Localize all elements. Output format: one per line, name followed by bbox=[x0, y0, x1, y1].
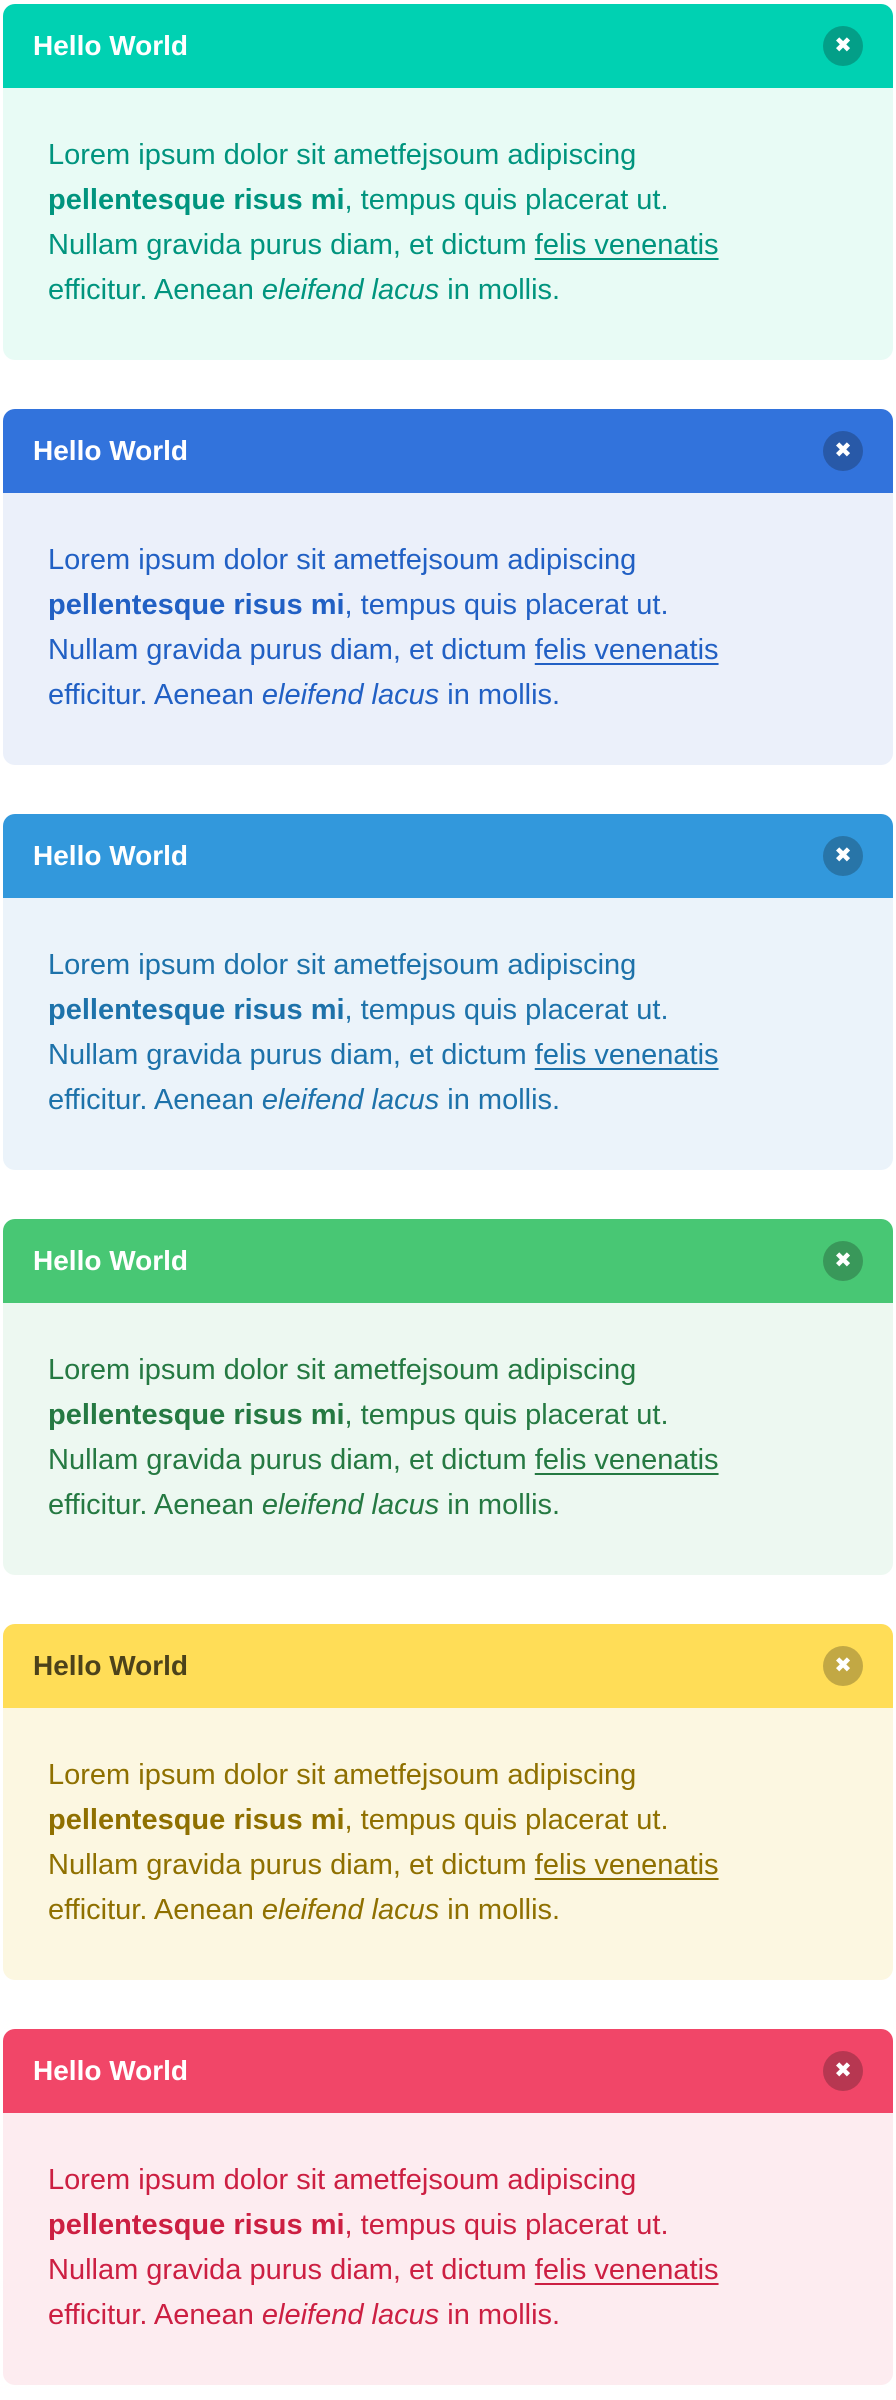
bold-text: pellentesque risus mi bbox=[48, 994, 345, 1026]
inline-link[interactable]: felis venenatis bbox=[534, 1039, 719, 1071]
italic-text: eleifend lacus bbox=[261, 2299, 440, 2331]
body-text: in mollis. bbox=[439, 1894, 561, 1926]
close-icon: ✖ bbox=[834, 842, 852, 867]
paragraph-line bbox=[48, 178, 848, 223]
body-paragraph bbox=[48, 133, 848, 313]
inline-link[interactable]: felis venenatis bbox=[534, 1444, 719, 1476]
message-header bbox=[3, 2029, 893, 2113]
body-text: , tempus quis placerat ut. bbox=[344, 184, 669, 216]
paragraph-line bbox=[48, 1888, 848, 1933]
close-icon: ✖ bbox=[834, 1652, 852, 1677]
paragraph-line bbox=[48, 1483, 848, 1528]
inline-link[interactable]: felis venenatis bbox=[534, 1849, 719, 1881]
inline-link[interactable]: felis venenatis bbox=[534, 2254, 719, 2286]
paragraph-line bbox=[48, 583, 848, 628]
body-text: in mollis. bbox=[439, 1489, 561, 1521]
message-card bbox=[3, 814, 893, 1170]
body-text: in mollis. bbox=[439, 274, 561, 306]
message-body bbox=[3, 88, 893, 360]
close-icon: ✖ bbox=[834, 32, 852, 57]
message-title: Hello World bbox=[33, 1245, 189, 1276]
body-text: efficitur. Aenean bbox=[48, 1084, 262, 1116]
body-text: , tempus quis placerat ut. bbox=[344, 1804, 669, 1836]
paragraph-line bbox=[48, 268, 848, 313]
body-text: efficitur. Aenean bbox=[48, 274, 262, 306]
message-body bbox=[3, 898, 893, 1170]
paragraph-line bbox=[48, 1438, 848, 1483]
close-icon: ✖ bbox=[834, 1247, 852, 1272]
paragraph-line bbox=[48, 1033, 848, 1078]
body-text: in mollis. bbox=[439, 1084, 561, 1116]
bold-text: pellentesque risus mi bbox=[48, 184, 345, 216]
close-icon: ✖ bbox=[834, 437, 852, 462]
close-button[interactable] bbox=[823, 1646, 863, 1686]
body-text: Lorem ipsum dolor sit ametfejsoum adipiscing bbox=[48, 2164, 637, 2196]
message-title: Hello World bbox=[33, 840, 189, 871]
paragraph-line bbox=[48, 988, 848, 1033]
body-text: Lorem ipsum dolor sit ametfejsoum adipiscing bbox=[48, 949, 637, 981]
body-text: , tempus quis placerat ut. bbox=[344, 994, 669, 1026]
body-text: efficitur. Aenean bbox=[48, 2299, 262, 2331]
body-text: Nullam gravida purus diam, et dictum bbox=[48, 1039, 535, 1071]
italic-text: eleifend lacus bbox=[261, 274, 440, 306]
body-text: Lorem ipsum dolor sit ametfejsoum adipiscing bbox=[48, 1759, 637, 1791]
message-card bbox=[3, 1219, 893, 1575]
paragraph-line bbox=[48, 1393, 848, 1438]
message-card bbox=[3, 409, 893, 765]
body-paragraph bbox=[48, 943, 848, 1123]
paragraph-line bbox=[48, 538, 848, 583]
body-text: efficitur. Aenean bbox=[48, 1894, 262, 1926]
paragraph-line bbox=[48, 943, 848, 988]
paragraph-line bbox=[48, 1348, 848, 1393]
message-card bbox=[3, 1624, 893, 1980]
message-title: Hello World bbox=[33, 435, 189, 466]
body-text: Lorem ipsum dolor sit ametfejsoum adipiscing bbox=[48, 544, 637, 576]
message-header bbox=[3, 814, 893, 898]
body-paragraph bbox=[48, 538, 848, 718]
body-text: , tempus quis placerat ut. bbox=[344, 2209, 669, 2241]
paragraph-line bbox=[48, 2203, 848, 2248]
close-button[interactable] bbox=[823, 431, 863, 471]
body-text: , tempus quis placerat ut. bbox=[344, 589, 669, 621]
message-body bbox=[3, 1303, 893, 1575]
body-text: Lorem ipsum dolor sit ametfejsoum adipiscing bbox=[48, 139, 637, 171]
italic-text: eleifend lacus bbox=[261, 1489, 440, 1521]
paragraph-line bbox=[48, 133, 848, 178]
body-text: in mollis. bbox=[439, 679, 561, 711]
inline-link[interactable]: felis venenatis bbox=[534, 634, 719, 666]
body-text: Nullam gravida purus diam, et dictum bbox=[48, 634, 535, 666]
italic-text: eleifend lacus bbox=[261, 1084, 440, 1116]
paragraph-line bbox=[48, 223, 848, 268]
close-button[interactable] bbox=[823, 1241, 863, 1281]
bold-text: pellentesque risus mi bbox=[48, 1399, 345, 1431]
body-text: efficitur. Aenean bbox=[48, 679, 262, 711]
bold-text: pellentesque risus mi bbox=[48, 2209, 345, 2241]
body-paragraph bbox=[48, 2158, 848, 2338]
message-header bbox=[3, 4, 893, 88]
paragraph-line bbox=[48, 2158, 848, 2203]
paragraph-line bbox=[48, 1078, 848, 1123]
body-paragraph bbox=[48, 1348, 848, 1528]
body-text: Lorem ipsum dolor sit ametfejsoum adipiscing bbox=[48, 1354, 637, 1386]
message-body bbox=[3, 493, 893, 765]
paragraph-line bbox=[48, 1843, 848, 1888]
message-body bbox=[3, 2113, 893, 2385]
body-text: Nullam gravida purus diam, et dictum bbox=[48, 1444, 535, 1476]
paragraph-line bbox=[48, 1798, 848, 1843]
bold-text: pellentesque risus mi bbox=[48, 589, 345, 621]
message-header bbox=[3, 409, 893, 493]
message-title: Hello World bbox=[33, 30, 189, 61]
close-icon: ✖ bbox=[834, 2057, 852, 2082]
paragraph-line bbox=[48, 628, 848, 673]
body-text: , tempus quis placerat ut. bbox=[344, 1399, 669, 1431]
message-title: Hello World bbox=[33, 2055, 189, 2086]
message-card bbox=[3, 4, 893, 360]
paragraph-line bbox=[48, 673, 848, 718]
message-card bbox=[3, 2029, 893, 2385]
close-button[interactable] bbox=[823, 836, 863, 876]
body-text: efficitur. Aenean bbox=[48, 1489, 262, 1521]
body-text: Nullam gravida purus diam, et dictum bbox=[48, 229, 535, 261]
body-paragraph bbox=[48, 1753, 848, 1933]
close-button[interactable] bbox=[823, 2051, 863, 2091]
message-header bbox=[3, 1219, 893, 1303]
body-text: Nullam gravida purus diam, et dictum bbox=[48, 1849, 535, 1881]
italic-text: eleifend lacus bbox=[261, 1894, 440, 1926]
message-title: Hello World bbox=[33, 1650, 189, 1681]
body-text: in mollis. bbox=[439, 2299, 561, 2331]
body-text: Nullam gravida purus diam, et dictum bbox=[48, 2254, 535, 2286]
bold-text: pellentesque risus mi bbox=[48, 1804, 345, 1836]
close-button[interactable] bbox=[823, 26, 863, 66]
italic-text: eleifend lacus bbox=[261, 679, 440, 711]
message-body bbox=[3, 1708, 893, 1980]
paragraph-line bbox=[48, 2248, 848, 2293]
paragraph-line bbox=[48, 2293, 848, 2338]
message-header bbox=[3, 1624, 893, 1708]
paragraph-line bbox=[48, 1753, 848, 1798]
inline-link[interactable]: felis venenatis bbox=[534, 229, 719, 261]
